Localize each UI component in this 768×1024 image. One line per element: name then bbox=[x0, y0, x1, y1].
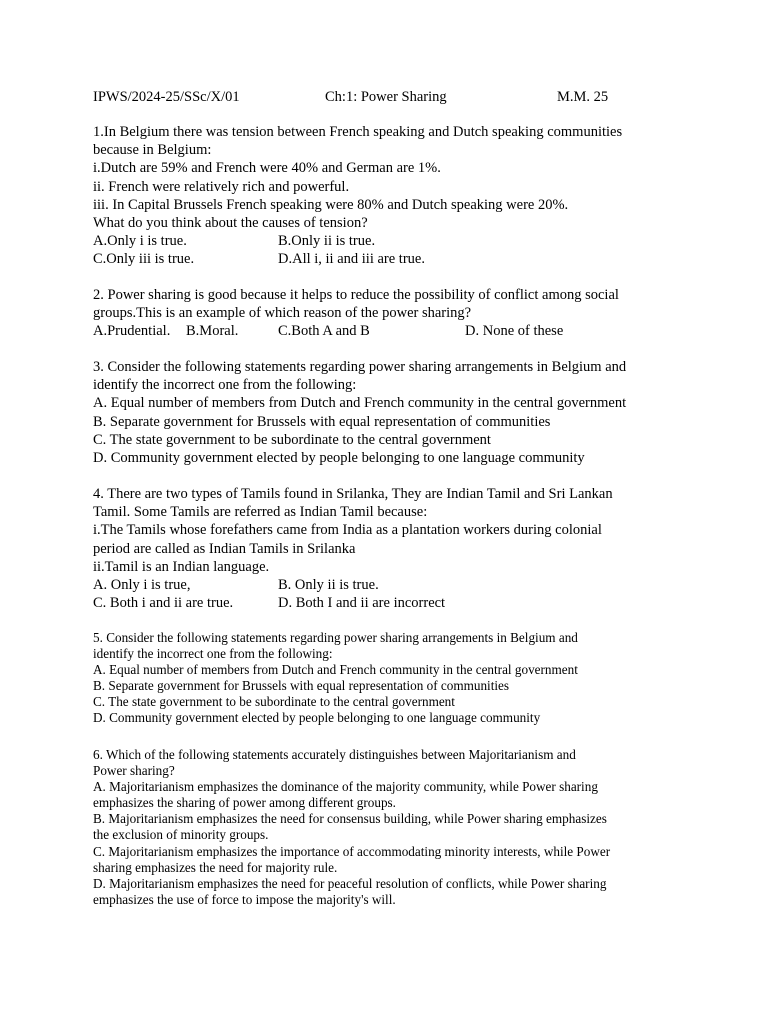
question-text-line: groups.This is an example of which reason of the power sharing? bbox=[93, 305, 472, 322]
max-marks: M.M. 25 bbox=[557, 89, 609, 105]
question-4 bbox=[93, 485, 693, 612]
option-a: A.Prudential. bbox=[93, 323, 171, 340]
question-prompt: What do you think about the causes of tension? bbox=[93, 214, 368, 231]
option-c: C. The state government to be subordinate to the central government bbox=[93, 431, 491, 448]
option-d: D.All i, ii and iii are true. bbox=[278, 251, 425, 268]
question-2 bbox=[93, 286, 693, 341]
option-b: B.Moral. bbox=[186, 323, 239, 340]
option-c: C. Majoritarianism emphasizes the importance of accommodating minority interests, while Power bbox=[93, 843, 611, 859]
option-a-continued: emphasizes the sharing of power among different groups. bbox=[93, 795, 396, 811]
option-b: B. Separate government for Brussels with equal representation of communities bbox=[93, 413, 551, 430]
question-3 bbox=[93, 358, 693, 467]
option-c: C. Both i and ii are true. bbox=[93, 595, 234, 612]
statement-i: i.Dutch are 59% and French were 40% and German are 1%. bbox=[93, 160, 441, 177]
question-text-line: identify the incorrect one from the following: bbox=[93, 377, 357, 394]
question-text-line: 6. Which of the following statements accurately distinguishes between Majoritarianism and bbox=[93, 747, 576, 762]
option-c: C. The state government to be subordinate to the central government bbox=[93, 694, 455, 710]
question-6 bbox=[93, 747, 693, 908]
option-a: A. Equal number of members from Dutch and French community in the central government bbox=[93, 395, 627, 412]
option-d: D. Majoritarianism emphasizes the need for peaceful resolution of conflicts, while Power sharing bbox=[93, 875, 607, 891]
paper-code: IPWS/2024-25/SSc/X/01 bbox=[93, 89, 240, 105]
question-text-line: 3. Consider the following statements regarding power sharing arrangements in Belgium and bbox=[93, 359, 627, 375]
option-b: B. Only ii is true. bbox=[278, 576, 379, 593]
options-row bbox=[93, 322, 693, 340]
question-5 bbox=[93, 630, 693, 727]
question-paper bbox=[93, 88, 693, 907]
statement-iii: iii. In Capital Brussels French speaking were 80% and Dutch speaking were 20%. bbox=[93, 196, 569, 213]
statement-i: i.The Tamils whose forefathers came from India as a plantation workers during colonial bbox=[93, 522, 602, 539]
option-d: D. Community government elected by people belonging to one language community bbox=[93, 449, 585, 466]
question-text-line: 2. Power sharing is good because it helps to reduce the possibility of conflict among social bbox=[93, 287, 619, 303]
question-text-line: 1.In Belgium there was tension between French speaking and Dutch speaking communities bbox=[93, 124, 623, 140]
options-row bbox=[93, 232, 693, 250]
option-d: D. Both I and ii are incorrect bbox=[278, 595, 446, 612]
question-text-line: 4. There are two types of Tamils found in Srilanka, They are Indian Tamil and Sri Lankan bbox=[93, 486, 613, 502]
options-row bbox=[93, 576, 693, 594]
paper-header bbox=[93, 88, 693, 106]
statement-ii: ii. French were relatively rich and powerful. bbox=[93, 178, 350, 195]
question-text-line: Power sharing? bbox=[93, 763, 175, 779]
options-row bbox=[93, 594, 693, 612]
options-row bbox=[93, 250, 693, 268]
option-a: A. Only i is true, bbox=[93, 576, 191, 593]
option-d-continued: emphasizes the use of force to impose the majority's will. bbox=[93, 891, 396, 907]
question-text-line: because in Belgium: bbox=[93, 142, 212, 159]
option-a: A. Equal number of members from Dutch and French community in the central government bbox=[93, 662, 578, 678]
option-a: A. Majoritarianism emphasizes the dominance of the majority community, while Power sharing bbox=[93, 779, 598, 795]
option-a: A.Only i is true. bbox=[93, 233, 187, 250]
option-d: D. None of these bbox=[465, 323, 564, 340]
question-text-line: 5. Consider the following statements regarding power sharing arrangements in Belgium and bbox=[93, 630, 578, 645]
option-c-continued: sharing emphasizes the need for majority rule. bbox=[93, 859, 338, 875]
option-c: C.Only iii is true. bbox=[93, 251, 195, 268]
statement-ii: ii.Tamil is an Indian language. bbox=[93, 558, 270, 575]
question-text-line: Tamil. Some Tamils are referred as Indian Tamil because: bbox=[93, 504, 428, 521]
statement-i-continued: period are called as Indian Tamils in Srilanka bbox=[93, 540, 356, 557]
option-b: B. Separate government for Brussels with equal representation of communities bbox=[93, 678, 510, 694]
question-text-line: identify the incorrect one from the following: bbox=[93, 646, 333, 662]
question-1 bbox=[93, 123, 693, 269]
option-b-continued: the exclusion of minority groups. bbox=[93, 827, 269, 843]
chapter-title: Ch:1: Power Sharing bbox=[325, 89, 447, 105]
option-c: C.Both A and B bbox=[278, 323, 370, 340]
option-b: B. Majoritarianism emphasizes the need for consensus building, while Power sharing emphasizes bbox=[93, 811, 607, 827]
option-b: B.Only ii is true. bbox=[278, 233, 376, 250]
option-d: D. Community government elected by people belonging to one language community bbox=[93, 710, 541, 726]
